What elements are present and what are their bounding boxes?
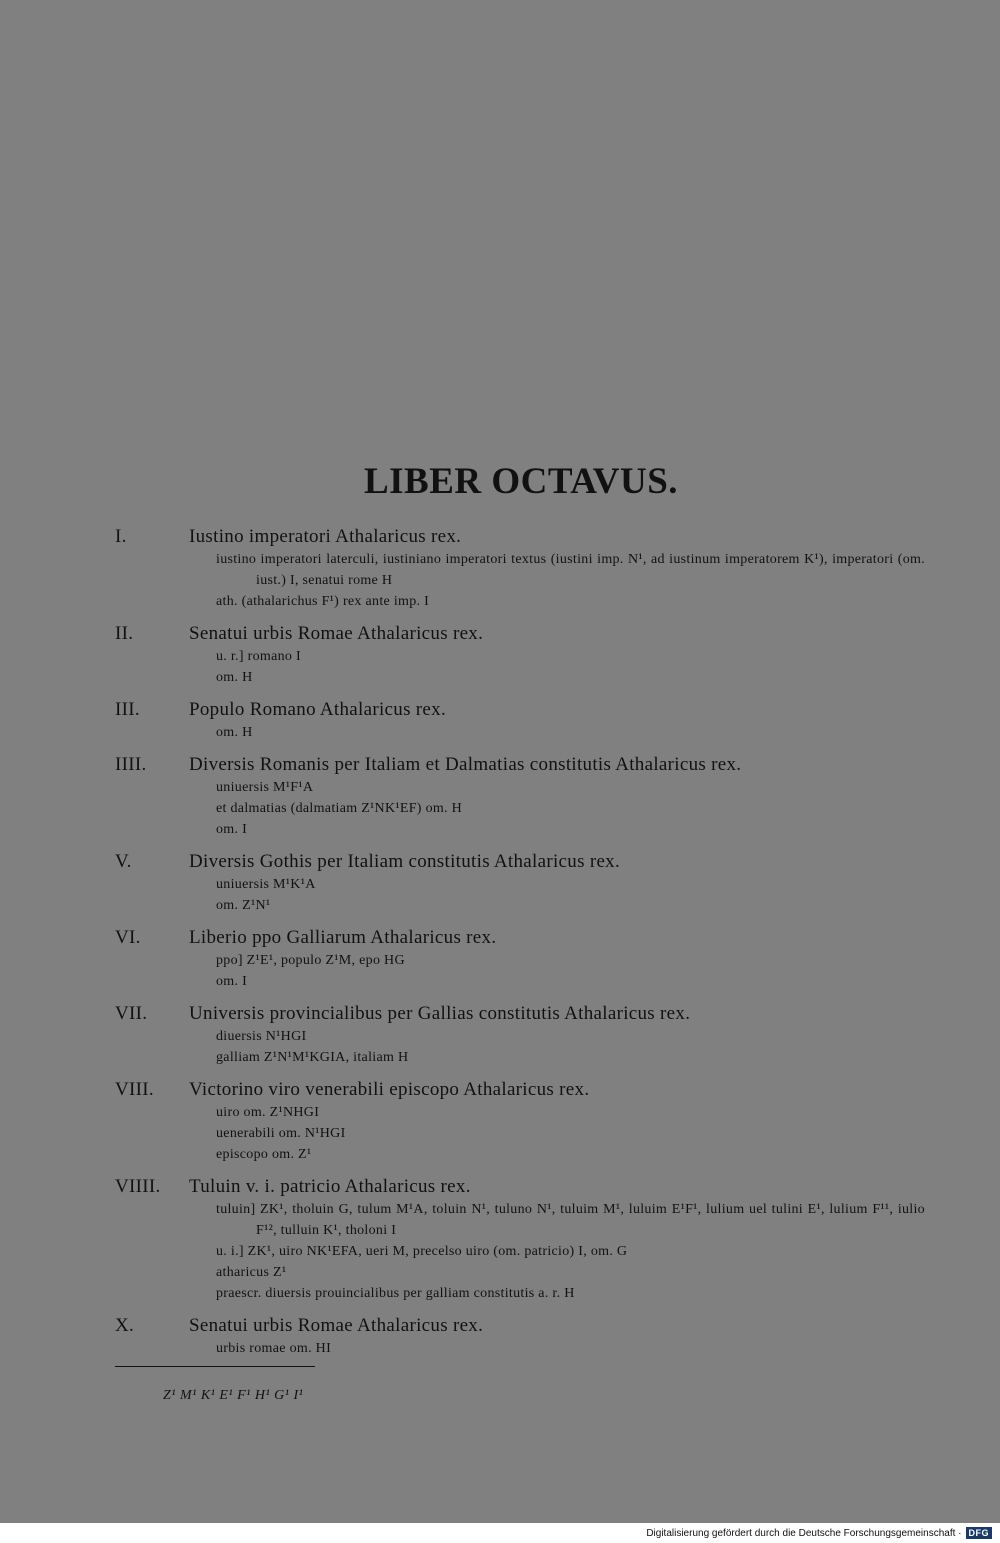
entry-title: Tuluin v. i. patricio Athalaricus rex.: [189, 1176, 471, 1197]
entry: [115, 697, 925, 743]
entry-heading: [115, 1313, 925, 1338]
entry-heading: [115, 1001, 925, 1026]
apparatus-note: galliam Z¹N¹M¹KGIA, italiam H: [216, 1050, 409, 1065]
entry: [115, 849, 925, 916]
apparatus-note: urbis romae om. HI: [216, 1341, 332, 1356]
footer-text: Digitalisierung gefördert durch die Deutsche Forschungsgemeinschaft ·: [646, 1527, 962, 1539]
apparatus-note: om. I: [216, 822, 248, 837]
apparatus-note: ppo] Z¹E¹, populo Z¹M, epo HG: [216, 953, 405, 968]
entry-heading: [115, 524, 925, 549]
entry-title: Senatui urbis Romae Athalaricus rex.: [189, 1315, 484, 1336]
apparatus-note: iustino imperatori laterculi, iustiniano imperatori textus (iustini imp. N¹, ad iustinum imperatorem K¹), imperatori (om. iust.) I, senatui rome H: [216, 552, 925, 588]
entry-title: Universis provincialibus per Gallias constitutis Athalaricus rex.: [189, 1003, 691, 1024]
entry-number: V.: [115, 851, 132, 872]
apparatus-note: uenerabili om. N¹HGI: [216, 1126, 346, 1141]
entry: [115, 621, 925, 688]
footnote-rule: [115, 1366, 315, 1367]
apparatus-note: et dalmatias (dalmatiam Z¹NK¹EF) om. H: [216, 801, 463, 816]
entry: [115, 1077, 925, 1165]
apparatus-note: u. i.] ZK¹, uiro NK¹EFA, ueri M, precelso uiro (om. patricio) I, om. G: [216, 1244, 628, 1259]
entry-number: I.: [115, 526, 127, 547]
apparatus-note: episcopo om. Z¹: [216, 1147, 312, 1162]
apparatus-note: om. H: [216, 725, 253, 740]
entry-heading: [115, 621, 925, 646]
apparatus-note: om. Z¹N¹: [216, 898, 271, 913]
digitization-footer: [0, 1523, 1000, 1543]
entry-heading: [115, 752, 925, 777]
apparatus-note: uniuersis M¹K¹A: [216, 877, 316, 892]
dfg-logo-icon: DFG: [966, 1527, 993, 1539]
entry-heading: [115, 1077, 925, 1102]
entry-title: Senatui urbis Romae Athalaricus rex.: [189, 623, 484, 644]
entry-title: Diversis Romanis per Italiam et Dalmatias constitutis Athalaricus rex.: [189, 754, 742, 775]
entry-heading: [115, 849, 925, 874]
entry-title: Liberio ppo Galliarum Athalaricus rex.: [189, 927, 497, 948]
entry-title: Victorino viro venerabili episcopo Athalaricus rex.: [189, 1079, 590, 1100]
entry-title: Diversis Gothis per Italiam constitutis Athalaricus rex.: [189, 851, 621, 872]
entry: [115, 1313, 925, 1359]
entry-title: Iustino imperatori Athalaricus rex.: [189, 526, 462, 547]
apparatus-note: diuersis N¹HGI: [216, 1029, 307, 1044]
sigla-line: Z¹ M¹ K¹ E¹ F¹ H¹ G¹ I¹: [163, 1388, 304, 1403]
entry-number: VIII.: [115, 1079, 154, 1100]
entry: [115, 524, 925, 612]
apparatus-note: uiro om. Z¹NHGI: [216, 1105, 320, 1120]
apparatus-note: ath. (athalarichus F¹) rex ante imp. I: [216, 594, 430, 609]
apparatus-note: om. H: [216, 670, 253, 685]
book-title: LIBER OCTAVUS.: [363, 461, 679, 502]
apparatus-note: om. I: [216, 974, 248, 989]
entry-number: IIII.: [115, 754, 147, 775]
entry-number: II.: [115, 623, 134, 644]
apparatus-note: atharicus Z¹: [216, 1265, 287, 1280]
entry-number: X.: [115, 1315, 135, 1336]
entries-list: [115, 524, 925, 1368]
entry-number: VI.: [115, 927, 141, 948]
entry-number: III.: [115, 699, 140, 720]
entry-heading: [115, 1174, 925, 1199]
apparatus-note: u. r.] romano I: [216, 649, 301, 664]
entry-heading: [115, 925, 925, 950]
entry: [115, 1001, 925, 1068]
entry-number: VII.: [115, 1003, 148, 1024]
entry: [115, 752, 925, 840]
apparatus-note: uniuersis M¹F¹A: [216, 780, 314, 795]
entry: [115, 1174, 925, 1304]
entry-number: VIIII.: [115, 1176, 161, 1197]
entry-heading: [115, 697, 925, 722]
entry-title: Populo Romano Athalaricus rex.: [189, 699, 447, 720]
apparatus-note: tuluin] ZK¹, tholuin G, tulum M¹A, toluin N¹, tuluno N¹, tuluim M¹, luluim E¹F¹, lulium uel tulini E¹, lulium F¹¹, iulio F¹², tulluin K¹, tholoni I: [216, 1202, 925, 1238]
entry: [115, 925, 925, 992]
apparatus-note: praescr. diuersis prouincialibus per galliam constitutis a. r. H: [216, 1286, 575, 1301]
